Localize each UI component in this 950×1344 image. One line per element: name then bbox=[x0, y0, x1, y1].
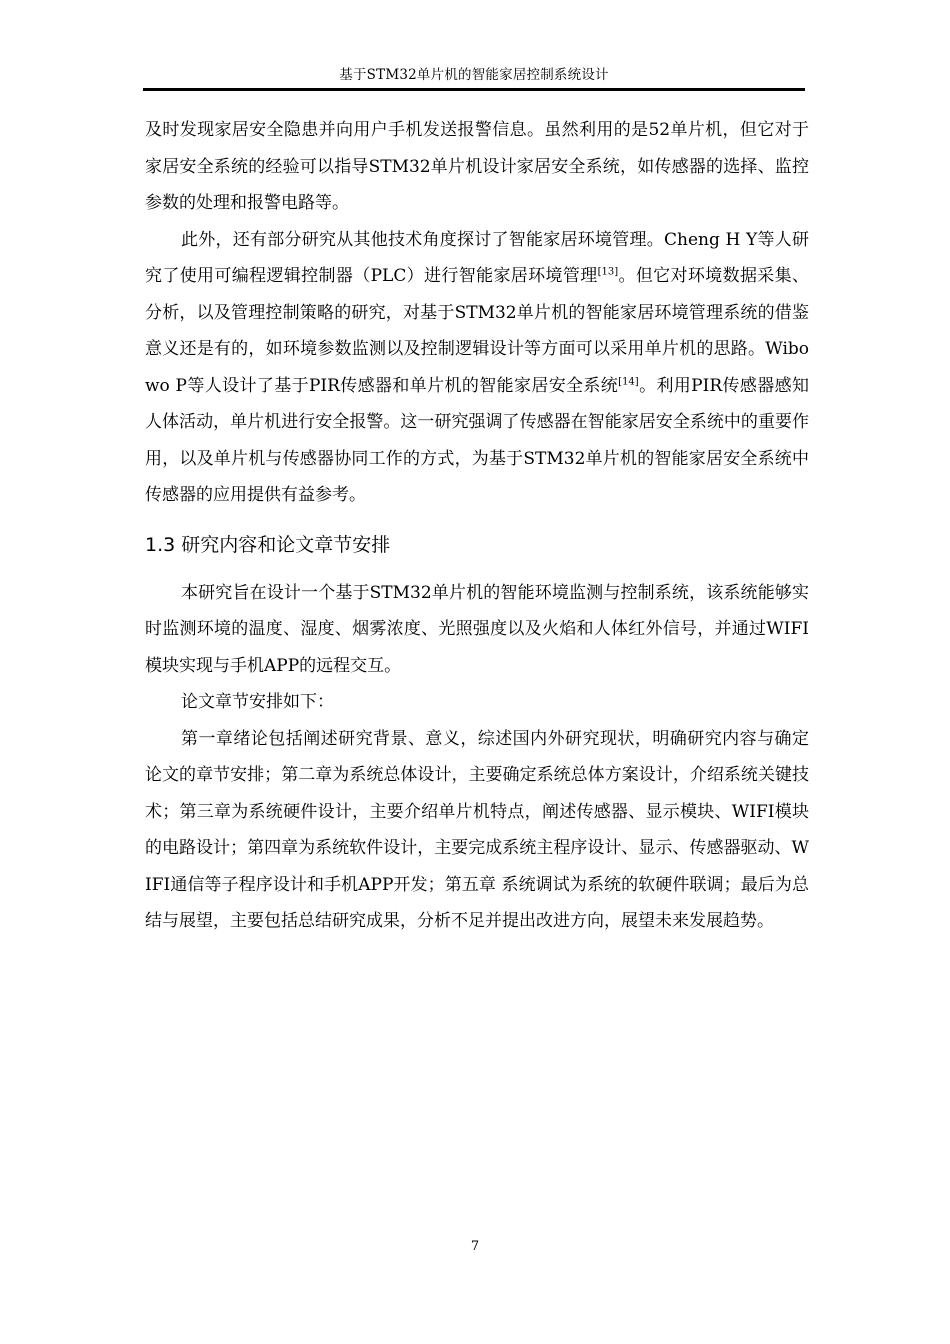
running-header: 基于STM32单片机的智能家居控制系统设计 bbox=[339, 67, 609, 83]
paragraph-text: 。利用PIR传感器感知人体活动，单片机进行安全报警。这一研究强调了传感器在智能家居安全系统中的重要作用，以及单片机与传感器协同工作的方式，为基于STM32单片机的智能家居安全系统中传感器的应用提供有益参考。 bbox=[145, 375, 809, 505]
body-paragraph-continued: 及时发现家居安全隐患并向用户手机发送报警信息。虽然利用的是52单片机，但它对于家居安全系统的经验可以指导STM32单片机设计家居安全系统，如传感器的选择、监控参数的处理和报警电路等。 bbox=[145, 120, 809, 213]
body-paragraph-related-work bbox=[145, 222, 809, 514]
paragraph-text: 此外，还有部分研究从其他技术角度探讨了智能家居环境管理。Cheng H Y等人研究了使用可编程逻辑控制器（PLC）进行智能家居环境管理 bbox=[145, 229, 809, 286]
citation-13: [13] bbox=[597, 266, 619, 278]
paragraph-text: 。但它对环境数据采集、分析，以及管理控制策略的研究，对基于STM32单片机的智能家居环境管理系统的借鉴意义还是有的，如环境参数监测以及控制逻辑设计等方面可以采用单片机的思路。Wibowo P等人设计了基于PIR传感器和单片机的智能家居安全系统 bbox=[145, 266, 810, 396]
citation-14: [14] bbox=[618, 375, 639, 387]
body-paragraph-chapter-intro: 论文章节安排如下： bbox=[181, 692, 334, 712]
header-rule bbox=[143, 88, 805, 91]
section-heading: 1.3 研究内容和论文章节安排 bbox=[145, 533, 391, 556]
page-number: 7 bbox=[470, 1239, 480, 1254]
body-paragraph-chapter-outline: 第一章绪论包括阐述研究背景、意义，综述国内外研究现状，明确研究内容与确定论文的章节安排；第二章为系统总体设计，主要确定系统总体方案设计，介绍系统关键技术；第三章为系统硬件设计，主要介绍单片机特点，阐述传感器、显示模块、WIFI模块的电路设计；第四章为系统软件设计，主要完成系统主程序设计、显示、传感器驱动、WIFI通信等子程序设计和手机APP开发；第五章 系统调试为系统的软硬件联调；最后为总结与展望，主要包括总结研究成果，分析不足并提出改进方向，展望未来发展趋势。 bbox=[145, 728, 809, 931]
body-paragraph-research-content: 本研究旨在设计一个基于STM32单片机的智能环境监测与控制系统，该系统能够实时监测环境的温度、湿度、烟雾浓度、光照强度以及火焰和人体红外信号，并通过WIFI模块实现与手机APP的远程交互。 bbox=[145, 582, 809, 676]
page-body bbox=[145, 112, 809, 940]
